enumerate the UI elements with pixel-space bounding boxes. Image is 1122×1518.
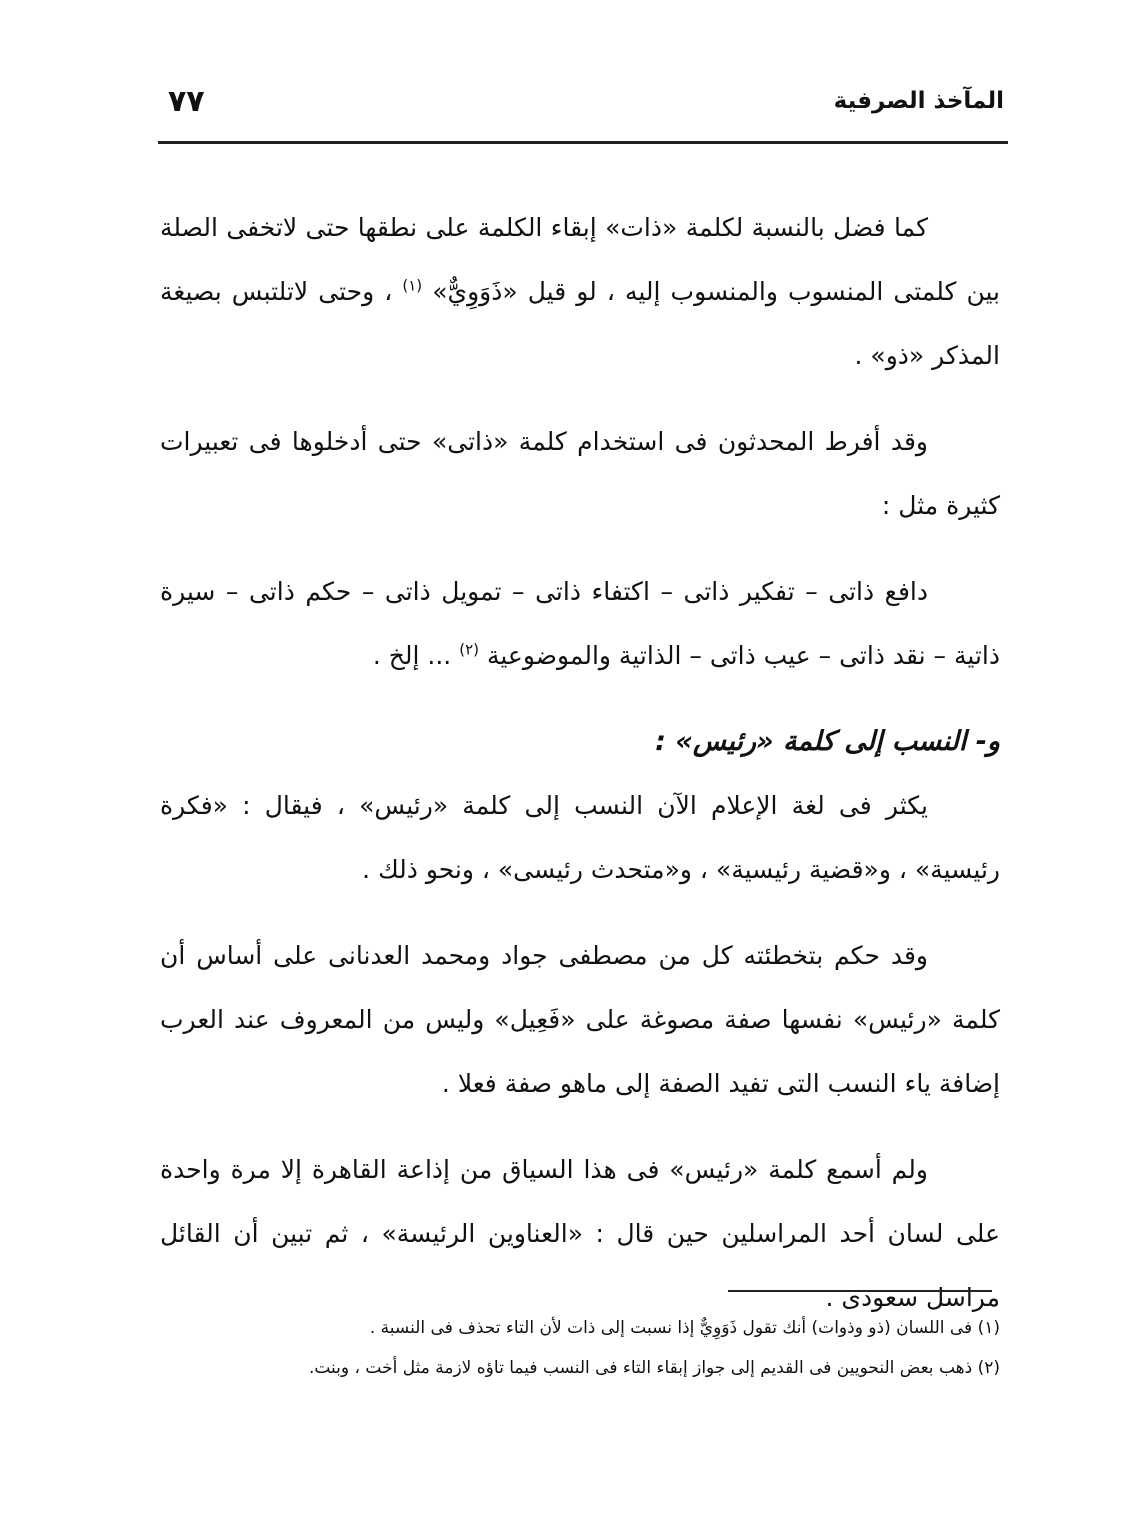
spacer: [160, 538, 1000, 560]
paragraph-6-text: ولم أسمع كلمة «رئيس» فى هذا السياق من إذاعة القاهرة إلا مرة واحدة على لسان أحد المراسلين حين قال : «العناوين الرئيسة» ، ثم تبين أن القائل مراسل سعودى .: [160, 1155, 1000, 1312]
footnote-2: (٢) ذهب بعض النحويين فى القديم إلى جواز إبقاء التاء فى النسب فيما تاؤه لازمة مثل أخت ، وبنت.: [308, 1358, 1000, 1378]
section-heading: و- النسب إلى كلمة «رئيس» :: [655, 726, 1000, 757]
footnote-ref-2: (٢): [459, 640, 479, 659]
spacer: [160, 1116, 1000, 1138]
running-header: [168, 84, 1004, 124]
paragraph-3: [160, 560, 1000, 688]
footnote-rule: [728, 1290, 992, 1292]
paragraph-5: [160, 924, 1000, 1116]
paragraph-1: [160, 196, 1000, 388]
body-text: [160, 196, 1000, 1330]
spacer: [160, 688, 1000, 710]
running-title: المآخذ الصرفية: [833, 88, 1004, 114]
header-rule: [158, 141, 1008, 144]
footnote-ref-1: (١): [402, 276, 423, 295]
page-number: ٧٧: [168, 84, 205, 119]
paragraph-6: [160, 1138, 1000, 1330]
footnotes: [160, 1308, 1000, 1388]
paragraph-3-end: ... إلخ .: [372, 641, 452, 670]
paragraph-1-end: ، وحتى لاتلتبس بصيغة المذكر «ذو» .: [160, 277, 1000, 370]
paragraph-1-text: كما فضل بالنسبة لكلمة «ذات» إبقاء الكلمة على نطقها حتى لاتخفى الصلة بين كلمتى المنسوب والمنسوب إليه ، لو قيل «ذَوَوِيٌّ»: [160, 213, 1001, 306]
spacer: [160, 902, 1000, 924]
paragraph-2-text: وقد أفرط المحدثون فى استخدام كلمة «ذاتى» حتى أدخلوها فى تعبيرات كثيرة مثل :: [160, 427, 1000, 520]
paragraph-3-text: دافع ذاتى – تفكير ذاتى – اكتفاء ذاتى – تمويل ذاتى – حكم ذاتى – سيرة ذاتية – نقد ذاتى – عيب ذاتى – الذاتية والموضوعية: [160, 577, 1000, 670]
spacer: [160, 388, 1000, 410]
paragraph-2: [160, 410, 1000, 538]
paragraph-4-text: يكثر فى لغة الإعلام الآن النسب إلى كلمة «رئيس» ، فيقال : «فكرة رئيسية» ، و«قضية رئيسية» ، و«متحدث رئيسى» ، ونحو ذلك .: [160, 791, 1000, 884]
footnote-1: (١) فى اللسان (ذو وذوات) أنك تقول ذَوَوِيٌّ إذا نسبت إلى ذات لأن التاء تحذف فى النسبة .: [369, 1318, 1000, 1338]
paragraph-4: [160, 774, 1000, 902]
paragraph-5-text: وقد حكم بتخطئته كل من مصطفى جواد ومحمد العدنانى على أساس أن كلمة «رئيس» نفسها صفة مصوغة على «فَعِيل» وليس من المعروف عند العرب إضافة ياء النسب التى تفيد الصفة إلى ماهو صفة فعلا .: [160, 941, 1000, 1098]
